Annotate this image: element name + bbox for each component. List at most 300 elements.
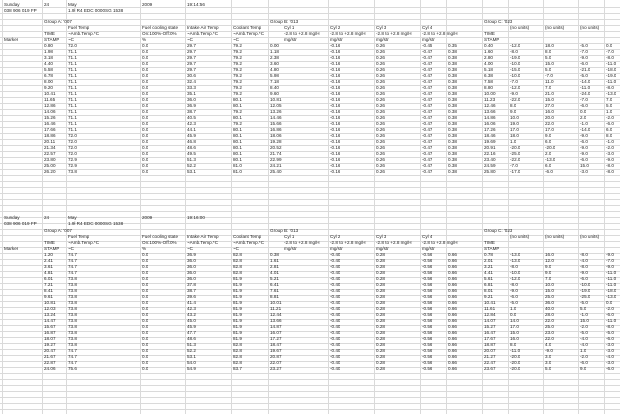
- time-stamp-cell[interactable]: 23.80: [44, 157, 56, 162]
- coolant-temp-cell[interactable]: 81.0: [233, 163, 242, 168]
- cyl3-cell[interactable]: -0.47: [422, 55, 433, 60]
- group-c-value-2-cell[interactable]: 5.0: [545, 67, 552, 72]
- group-c-value-1-cell[interactable]: 1.0: [510, 139, 517, 144]
- stamp-header[interactable]: STAMP: [44, 37, 60, 42]
- time-stamp-cell[interactable]: 10.41: [44, 91, 56, 96]
- group-c-value-3-cell[interactable]: -6.0: [580, 157, 588, 162]
- intake-air-unit[interactable]: ~C: [187, 246, 194, 251]
- cyl2-cell[interactable]: 0.26: [376, 115, 385, 120]
- group-c-value-1-cell[interactable]: -7.0: [510, 79, 518, 84]
- cyl4-cell[interactable]: 0.38: [448, 109, 457, 114]
- intake-air-temp-cell[interactable]: 52.2: [187, 348, 196, 353]
- fuel-cooling-state-header[interactable]: Fuel cooling state: [142, 25, 179, 30]
- group-b-time-stamp-cell[interactable]: 20.87: [270, 354, 282, 359]
- group-c-value-2-cell[interactable]: 12.0: [545, 258, 554, 263]
- cyl3-cell[interactable]: -0.56: [422, 330, 433, 335]
- group-c-value-2-cell[interactable]: 7.0: [545, 85, 552, 90]
- group-c-value-2-cell[interactable]: 17.0: [545, 127, 554, 132]
- cyl2-unit[interactable]: mg/str: [330, 246, 343, 251]
- fuel-temp-cell[interactable]: 73.8: [68, 330, 77, 335]
- fuel-temp-cell[interactable]: 72.9: [68, 163, 77, 168]
- group-c-value-4-cell[interactable]: -6.0: [606, 366, 614, 371]
- coolant-temp-cell[interactable]: 81.9: [233, 282, 242, 287]
- coolant-temp-cell[interactable]: 82.8: [233, 258, 242, 263]
- cyl2-header[interactable]: Cyl 2: [330, 25, 341, 30]
- intake-air-temp-cell[interactable]: 38.7: [187, 109, 196, 114]
- group-c-value-1-cell[interactable]: 17.0: [510, 127, 519, 132]
- fuel-temp-cell[interactable]: 73.8: [68, 282, 77, 287]
- cyl3-cell[interactable]: -0.47: [422, 85, 433, 90]
- group-c-value-4-cell[interactable]: -1.0: [606, 139, 614, 144]
- group-c-value-4-cell[interactable]: -6.0: [606, 121, 614, 126]
- intake-air-temp-cell[interactable]: 48.6: [187, 145, 196, 150]
- fuel-cooling-state-cell[interactable]: 0.0: [142, 312, 149, 317]
- group-c-value-3-cell[interactable]: -14.0: [580, 127, 591, 132]
- group-c-value-3-cell[interactable]: 9.0: [580, 366, 587, 371]
- time-stamp-cell[interactable]: 7.21: [44, 282, 53, 287]
- group-a-label[interactable]: Group A: '007: [44, 228, 72, 233]
- cyl1-cell[interactable]: -0.40: [330, 288, 341, 293]
- cyl2-cell[interactable]: 0.26: [376, 73, 385, 78]
- cyl1-header[interactable]: Cyl 1: [284, 234, 295, 239]
- cyl1-cell[interactable]: -0.40: [330, 318, 341, 323]
- cyl3-cell[interactable]: -0.56: [422, 366, 433, 371]
- cyl1-cell[interactable]: -0.16: [330, 91, 341, 96]
- time-stamp-cell[interactable]: 9.20: [44, 85, 53, 90]
- cyl1-cell[interactable]: -0.16: [330, 133, 341, 138]
- time-stamp-cell[interactable]: 20.47: [44, 348, 56, 353]
- fuel-cooling-unit[interactable]: %: [142, 37, 147, 42]
- cyl1-cell[interactable]: -0.16: [330, 79, 341, 84]
- group-c-value-2-cell[interactable]: -6.0: [545, 169, 553, 174]
- group-b-time-stamp-cell[interactable]: 8.40: [270, 85, 279, 90]
- cyl4-cell[interactable]: 0.38: [448, 151, 457, 156]
- cyl3-cell[interactable]: -0.56: [422, 324, 433, 329]
- fuel-temp-header[interactable]: Fuel Temp: [68, 25, 90, 30]
- cyl1-cell[interactable]: -0.16: [330, 97, 341, 102]
- group-c-value-3-cell[interactable]: -1.0: [580, 312, 588, 317]
- group-c-value-4-cell[interactable]: -8.0: [606, 55, 614, 60]
- group-c-value-3-cell[interactable]: 15.0: [580, 318, 589, 323]
- intake-air-range[interactable]: ~Amb.Temp.*C: [187, 31, 219, 36]
- fuel-temp-cell[interactable]: 73.8: [68, 169, 77, 174]
- cyl2-cell[interactable]: 0.26: [376, 169, 385, 174]
- group-c-value-3-cell[interactable]: -6.0: [580, 360, 588, 365]
- fuel-cooling-state-cell[interactable]: 0.0: [142, 55, 149, 60]
- fuel-temp-cell[interactable]: 73.8: [68, 288, 77, 293]
- intake-air-temp-cell[interactable]: 36.0: [187, 276, 196, 281]
- coolant-temp-cell[interactable]: 81.9: [233, 312, 242, 317]
- group-c-value-3-cell[interactable]: -9.0: [580, 55, 588, 60]
- time-stamp-cell[interactable]: 17.66: [44, 127, 56, 132]
- fuel-temp-cell[interactable]: 71.1: [68, 49, 77, 54]
- group-c-value-1-cell[interactable]: 0.0: [510, 312, 517, 317]
- group-b-time-stamp-cell[interactable]: 12.44: [270, 312, 282, 317]
- intake-air-temp-cell[interactable]: 36.9: [187, 252, 196, 257]
- group-c-value-2-cell[interactable]: 25.0: [545, 294, 554, 299]
- cyl1-cell[interactable]: -0.16: [330, 127, 341, 132]
- fuel-cooling-state-cell[interactable]: 0.0: [142, 121, 149, 126]
- intake-air-temp-cell[interactable]: 45.9: [187, 324, 196, 329]
- fuel-temp-cell[interactable]: 71.1: [68, 127, 77, 132]
- fuel-cooling-range[interactable]: On:100%-Off:0%: [142, 31, 177, 36]
- cyl3-cell[interactable]: -0.47: [422, 121, 433, 126]
- cyl1-cell[interactable]: -0.16: [330, 43, 341, 48]
- fuel-temp-cell[interactable]: 74.7: [68, 252, 77, 257]
- group-c-value-1-cell[interactable]: -20.0: [510, 145, 521, 150]
- intake-air-temp-cell[interactable]: 54.9: [187, 366, 196, 371]
- fuel-cooling-state-cell[interactable]: 0.0: [142, 258, 149, 263]
- group-c-value-3-cell[interactable]: -2.0: [580, 354, 588, 359]
- coolant-temp-cell[interactable]: 81.9: [233, 288, 242, 293]
- coolant-unit[interactable]: ~C: [233, 37, 240, 42]
- group-c-value-1-cell[interactable]: 16.0: [510, 336, 519, 341]
- time-stamp-cell[interactable]: 21.34: [44, 145, 56, 150]
- coolant-temp-cell[interactable]: 80.1: [233, 133, 242, 138]
- coolant-temp-cell[interactable]: 79.2: [233, 79, 242, 84]
- group-c-value-2-cell[interactable]: 8.0: [545, 49, 552, 54]
- cyl3-unit[interactable]: mg/str: [376, 37, 389, 42]
- group-b-time-stamp-cell[interactable]: 7.61: [270, 288, 279, 293]
- fuel-cooling-state-cell[interactable]: 0.0: [142, 360, 149, 365]
- group-c-value-3-cell[interactable]: 2.0: [580, 115, 587, 120]
- group-c-value-1-cell[interactable]: -8.0: [510, 264, 518, 269]
- day-cell[interactable]: Sunday: [4, 215, 20, 220]
- group-c-value-1-cell[interactable]: -12.0: [510, 276, 521, 281]
- cyl3-cell[interactable]: -0.47: [422, 133, 433, 138]
- group-c-value-3-cell[interactable]: 0.0: [580, 109, 587, 114]
- intake-air-temp-cell[interactable]: 29.7: [187, 67, 196, 72]
- group-c-value-1-cell[interactable]: -12.0: [510, 85, 521, 90]
- group-b-time-stamp-cell[interactable]: 17.27: [270, 336, 282, 341]
- cyl3-unit[interactable]: mg/str: [376, 246, 389, 251]
- intake-air-temp-cell[interactable]: 54.0: [187, 360, 196, 365]
- cyl2-cell[interactable]: 0.28: [376, 342, 385, 347]
- date-cell[interactable]: 24: [44, 215, 50, 220]
- cyl3-cell[interactable]: -0.47: [422, 115, 433, 120]
- group-b-label[interactable]: Group B: '013: [270, 19, 299, 24]
- cyl2-cell[interactable]: 0.28: [376, 264, 385, 269]
- intake-air-temp-cell[interactable]: 30.6: [187, 73, 196, 78]
- group-c-value-1-cell[interactable]: -22.0: [510, 97, 521, 102]
- fuel-cooling-state-cell[interactable]: 0.0: [142, 336, 149, 341]
- intake-air-temp-cell[interactable]: 47.7: [187, 330, 196, 335]
- fuel-cooling-state-cell[interactable]: 0.0: [142, 43, 149, 48]
- cyl3-header[interactable]: Cyl 3: [376, 25, 387, 30]
- cyl3-cell[interactable]: -0.47: [422, 103, 433, 108]
- intake-air-range[interactable]: ~Amb.Temp.*C: [187, 240, 219, 245]
- cyl3-cell[interactable]: -0.56: [422, 342, 433, 347]
- cyl4-cell[interactable]: 0.38: [448, 169, 457, 174]
- cyl3-cell[interactable]: -0.56: [422, 252, 433, 257]
- group-c-time-stamp-cell[interactable]: 8.80: [484, 85, 493, 90]
- cyl1-cell[interactable]: -0.40: [330, 330, 341, 335]
- cyl3-cell[interactable]: -0.47: [422, 163, 433, 168]
- group-c-value-1-cell[interactable]: -7.0: [510, 163, 518, 168]
- cyl4-cell[interactable]: 0.66: [448, 354, 457, 359]
- cyl4-range[interactable]: -2.8 to +2.8 mg/H: [422, 240, 458, 245]
- cyl3-cell[interactable]: -0.47: [422, 157, 433, 162]
- fuel-cooling-state-cell[interactable]: 0.0: [142, 288, 149, 293]
- time-stamp-cell[interactable]: 2.41: [44, 258, 53, 263]
- cyl2-cell[interactable]: 0.28: [376, 348, 385, 353]
- group-c-value-2-cell[interactable]: 9.0: [545, 264, 552, 269]
- group-c-value-2-cell[interactable]: 15.0: [545, 288, 554, 293]
- coolant-temp-cell[interactable]: 79.2: [233, 85, 242, 90]
- group-c-value-3-cell[interactable]: -7.0: [580, 97, 588, 102]
- group-c-value-4-cell[interactable]: -11.0: [606, 282, 617, 287]
- cyl3-cell[interactable]: -0.47: [422, 97, 433, 102]
- group-c-time-stamp-cell[interactable]: 18.87: [484, 342, 496, 347]
- group-b-time-stamp-cell[interactable]: 8.81: [270, 294, 279, 299]
- intake-air-temp-cell[interactable]: 45.0: [187, 318, 196, 323]
- group-b-time-stamp-cell[interactable]: 14.87: [270, 324, 282, 329]
- fuel-cooling-state-cell[interactable]: 0.0: [142, 109, 149, 114]
- group-c-value-4-cell[interactable]: 5.0: [606, 103, 613, 108]
- cyl1-cell[interactable]: -0.40: [330, 354, 341, 359]
- cyl3-cell[interactable]: -0.47: [422, 139, 433, 144]
- cyl3-cell[interactable]: -0.56: [422, 294, 433, 299]
- coolant-range[interactable]: ~Amb.Temp.*C: [233, 31, 265, 36]
- group-c-value-2-cell[interactable]: -13.0: [545, 157, 556, 162]
- group-c-value-4-cell[interactable]: -9.0: [606, 264, 614, 269]
- group-b-time-stamp-cell[interactable]: 22.07: [270, 360, 282, 365]
- coolant-temp-cell[interactable]: 82.8: [233, 270, 242, 275]
- group-c-time-stamp-cell[interactable]: 20.91: [484, 145, 496, 150]
- fuel-cooling-state-cell[interactable]: 0.0: [142, 157, 149, 162]
- group-c-value-3-cell[interactable]: -25.0: [580, 294, 591, 299]
- fuel-temp-cell[interactable]: 71.1: [68, 61, 77, 66]
- marker-header[interactable]: Marker: [4, 246, 19, 251]
- group-c-value-1-cell[interactable]: -19.0: [510, 55, 521, 60]
- cyl4-cell[interactable]: 0.38: [448, 79, 457, 84]
- cyl1-cell[interactable]: -0.40: [330, 258, 341, 263]
- cyl4-cell[interactable]: 0.66: [448, 300, 457, 305]
- cyl4-cell[interactable]: 0.38: [448, 91, 457, 96]
- cyl2-unit[interactable]: mg/str: [330, 37, 343, 42]
- cyl3-header[interactable]: Cyl 3: [376, 234, 387, 239]
- group-c-value-2-cell[interactable]: 5.0: [545, 366, 552, 371]
- group-c-time-stamp-cell[interactable]: 23.67: [484, 366, 496, 371]
- cyl3-cell[interactable]: -0.45: [422, 43, 433, 48]
- coolant-temp-cell[interactable]: 81.9: [233, 294, 242, 299]
- group-c-value-4-cell[interactable]: -6.0: [606, 312, 614, 317]
- fuel-temp-cell[interactable]: 72.9: [68, 157, 77, 162]
- time-stamp-cell[interactable]: 11.65: [44, 97, 56, 102]
- cyl3-cell[interactable]: -0.56: [422, 348, 433, 353]
- group-c-value-4-cell[interactable]: -3.0: [606, 348, 614, 353]
- group-b-time-stamp-cell[interactable]: 19.28: [270, 139, 282, 144]
- cyl1-header[interactable]: Cyl 1: [284, 25, 295, 30]
- ecu-part-number-cell[interactable]: 038 906 019 FP: [4, 7, 37, 13]
- group-b-time-stamp-cell[interactable]: 0.00: [270, 43, 279, 48]
- coolant-temp-cell[interactable]: 79.2: [233, 67, 242, 72]
- fuel-cooling-state-cell[interactable]: 0.0: [142, 169, 149, 174]
- cyl3-cell[interactable]: -0.47: [422, 49, 433, 54]
- fuel-cooling-state-cell[interactable]: 0.0: [142, 133, 149, 138]
- cyl2-cell[interactable]: 0.26: [376, 49, 385, 54]
- intake-air-temp-cell[interactable]: 33.3: [187, 85, 196, 90]
- fuel-cooling-state-cell[interactable]: 0.0: [142, 366, 149, 371]
- cyl4-cell[interactable]: 0.66: [448, 282, 457, 287]
- group-c-value-4-cell[interactable]: 7.0: [606, 97, 613, 102]
- intake-air-temp-cell[interactable]: 35.1: [187, 91, 196, 96]
- fuel-temp-cell[interactable]: 73.8: [68, 294, 77, 299]
- coolant-temp-cell[interactable]: 81.0: [233, 169, 242, 174]
- group-c-value-1-cell[interactable]: -25.0: [510, 151, 521, 156]
- group-c-value-3-cell[interactable]: -19.0: [580, 288, 591, 293]
- group-b-time-stamp-cell[interactable]: 25.40: [270, 169, 282, 174]
- cyl2-cell[interactable]: 0.26: [376, 163, 385, 168]
- ecu-description-cell[interactable]: 1.9l R4 EDC 0000SG 1538: [68, 221, 124, 226]
- group-c-value-1-cell[interactable]: -9.0: [510, 91, 518, 96]
- time-stamp-cell[interactable]: 3.61: [44, 264, 53, 269]
- cyl2-cell[interactable]: 0.26: [376, 127, 385, 132]
- cyl4-cell[interactable]: 0.66: [448, 360, 457, 365]
- group-c-value-2-cell[interactable]: 2.0: [545, 151, 552, 156]
- fuel-temp-cell[interactable]: 71.1: [68, 67, 77, 72]
- cyl2-cell[interactable]: 0.28: [376, 306, 385, 311]
- group-c-value-4-cell[interactable]: -8.0: [606, 163, 614, 168]
- group-c-time-header[interactable]: TIME: [484, 31, 495, 36]
- fuel-cooling-state-cell[interactable]: 0.0: [142, 85, 149, 90]
- group-c-value-1-cell[interactable]: 19.0: [510, 121, 519, 126]
- cyl4-cell[interactable]: 0.66: [448, 318, 457, 323]
- time-cell[interactable]: 19:16:00: [187, 215, 205, 220]
- group-c-value-1-cell[interactable]: -11.0: [510, 348, 521, 353]
- group-b-time-stamp-cell[interactable]: 9.60: [270, 91, 279, 96]
- group-b-time-stamp-cell[interactable]: 0.38: [270, 252, 279, 257]
- intake-air-temp-cell[interactable]: 53.1: [187, 169, 196, 174]
- cyl4-cell[interactable]: 0.38: [448, 139, 457, 144]
- cyl2-cell[interactable]: 0.26: [376, 61, 385, 66]
- cyl4-cell[interactable]: 0.66: [448, 342, 457, 347]
- fuel-temp-cell[interactable]: 74.7: [68, 360, 77, 365]
- group-c-value-1-cell[interactable]: 10.0: [510, 115, 519, 120]
- group-c-value-3-cell[interactable]: -14.0: [580, 79, 591, 84]
- cyl3-cell[interactable]: -0.47: [422, 73, 433, 78]
- cyl3-range[interactable]: -2.8 to +2.8 mg/H: [376, 240, 412, 245]
- group-b-time-stamp-cell[interactable]: 16.86: [270, 127, 282, 132]
- group-c-value-4-cell[interactable]: -3.0: [606, 342, 614, 347]
- cyl2-cell[interactable]: 0.26: [376, 91, 385, 96]
- cyl1-cell[interactable]: -0.16: [330, 157, 341, 162]
- group-c-label[interactable]: Group C: '023: [484, 228, 513, 233]
- fuel-cooling-state-cell[interactable]: 0.0: [142, 252, 149, 257]
- group-c-value-3-cell[interactable]: -10.0: [580, 282, 591, 287]
- fuel-cooling-state-cell[interactable]: 0.0: [142, 270, 149, 275]
- coolant-temp-cell[interactable]: 79.2: [233, 121, 242, 126]
- group-c-time-header[interactable]: TIME: [484, 240, 495, 245]
- group-b-time-stamp-cell[interactable]: 2.38: [270, 55, 279, 60]
- cyl3-cell[interactable]: -0.47: [422, 169, 433, 174]
- no-units-header-2[interactable]: (no units): [545, 234, 565, 239]
- group-c-value-4-cell[interactable]: 1.0: [606, 109, 613, 114]
- group-c-value-2-cell[interactable]: 27.0: [545, 103, 554, 108]
- cyl3-cell[interactable]: -0.56: [422, 312, 433, 317]
- group-b-time-stamp-cell[interactable]: 7.18: [270, 79, 279, 84]
- time-stamp-cell[interactable]: 19.27: [44, 342, 56, 347]
- cyl4-cell[interactable]: 0.66: [448, 306, 457, 311]
- group-c-value-3-cell[interactable]: -6.0: [580, 139, 588, 144]
- cyl3-cell[interactable]: -0.56: [422, 270, 433, 275]
- coolant-temp-cell[interactable]: 81.9: [233, 276, 242, 281]
- time-stamp-cell[interactable]: 8.00: [44, 79, 53, 84]
- group-c-value-3-cell[interactable]: -24.0: [580, 91, 591, 96]
- group-c-value-4-cell[interactable]: -7.0: [606, 258, 614, 263]
- coolant-temp-cell[interactable]: 81.9: [233, 306, 242, 311]
- cyl3-cell[interactable]: -0.47: [422, 67, 433, 72]
- no-units-header-1[interactable]: (no units): [510, 234, 530, 239]
- time-stamp-cell[interactable]: 6.78: [44, 73, 53, 78]
- time-stamp-cell[interactable]: 15.26: [44, 115, 56, 120]
- cyl2-range[interactable]: -2.8 to +2.8 mg/H: [330, 31, 366, 36]
- cyl3-cell[interactable]: -0.47: [422, 79, 433, 84]
- date-cell[interactable]: 24: [44, 1, 50, 7]
- fuel-temp-cell[interactable]: 71.1: [68, 73, 77, 78]
- group-c-value-3-cell[interactable]: -6.0: [580, 103, 588, 108]
- group-c-value-1-cell[interactable]: -10.0: [510, 73, 521, 78]
- cyl1-cell[interactable]: -0.40: [330, 360, 341, 365]
- cyl3-cell[interactable]: -0.47: [422, 145, 433, 150]
- cyl4-cell[interactable]: 0.66: [448, 258, 457, 263]
- group-c-time-stamp-cell[interactable]: 19.69: [484, 139, 496, 144]
- coolant-temp-cell[interactable]: 80.1: [233, 151, 242, 156]
- intake-air-temp-cell[interactable]: 29.7: [187, 43, 196, 48]
- coolant-temp-cell[interactable]: 80.1: [233, 127, 242, 132]
- group-c-value-4-cell[interactable]: -3.0: [606, 151, 614, 156]
- group-c-value-1-cell[interactable]: -8.0: [510, 282, 518, 287]
- group-c-time-stamp-cell[interactable]: 22.47: [484, 360, 496, 365]
- fuel-temp-cell[interactable]: 74.7: [68, 258, 77, 263]
- cyl1-cell[interactable]: -0.16: [330, 109, 341, 114]
- group-b-time-stamp-cell[interactable]: 4.80: [270, 67, 279, 72]
- group-c-value-2-cell[interactable]: 40.0: [545, 306, 554, 311]
- group-c-time-stamp-cell[interactable]: 3.21: [484, 264, 493, 269]
- group-c-time-stamp-cell[interactable]: 18.46: [484, 133, 496, 138]
- time-cell[interactable]: 19:14:56: [187, 1, 205, 7]
- fuel-temp-range[interactable]: ~Amb.Temp.*C: [68, 31, 100, 36]
- group-c-value-2-cell[interactable]: 18.0: [545, 43, 554, 48]
- group-c-value-1-cell[interactable]: 1.0: [510, 306, 517, 311]
- intake-air-temp-cell[interactable]: 41.4: [187, 300, 196, 305]
- coolant-temp-cell[interactable]: 82.8: [233, 354, 242, 359]
- cyl2-cell[interactable]: 0.26: [376, 43, 385, 48]
- fuel-temp-cell[interactable]: 71.1: [68, 109, 77, 114]
- fuel-temp-cell[interactable]: 71.1: [68, 91, 77, 96]
- fuel-temp-cell[interactable]: 73.8: [68, 342, 77, 347]
- group-c-value-4-cell[interactable]: 0.0: [606, 300, 613, 305]
- cyl2-cell[interactable]: 0.28: [376, 276, 385, 281]
- group-c-time-stamp-cell[interactable]: 0.78: [484, 252, 493, 257]
- group-c-value-3-cell[interactable]: -8.0: [580, 264, 588, 269]
- group-b-time-stamp-cell[interactable]: 6.41: [270, 282, 279, 287]
- time-stamp-cell[interactable]: 25.00: [44, 163, 56, 168]
- group-b-time-stamp-cell[interactable]: 5.21: [270, 276, 279, 281]
- intake-air-temp-cell[interactable]: 38.7: [187, 288, 196, 293]
- group-c-value-1-cell[interactable]: -8.0: [510, 49, 518, 54]
- group-c-time-stamp-cell[interactable]: 23.40: [484, 157, 496, 162]
- cyl2-cell[interactable]: 0.28: [376, 318, 385, 323]
- group-c-value-4-cell[interactable]: -18.0: [606, 67, 617, 72]
- group-c-value-2-cell[interactable]: 3.0: [545, 360, 552, 365]
- cyl1-cell[interactable]: -0.16: [330, 151, 341, 156]
- intake-air-temp-cell[interactable]: 44.1: [187, 127, 196, 132]
- time-stamp-cell[interactable]: 18.86: [44, 133, 56, 138]
- group-c-value-4-cell[interactable]: -11.0: [606, 318, 617, 323]
- group-c-time-stamp-cell[interactable]: 16.47: [484, 330, 496, 335]
- group-c-value-4-cell[interactable]: -13.0: [606, 91, 617, 96]
